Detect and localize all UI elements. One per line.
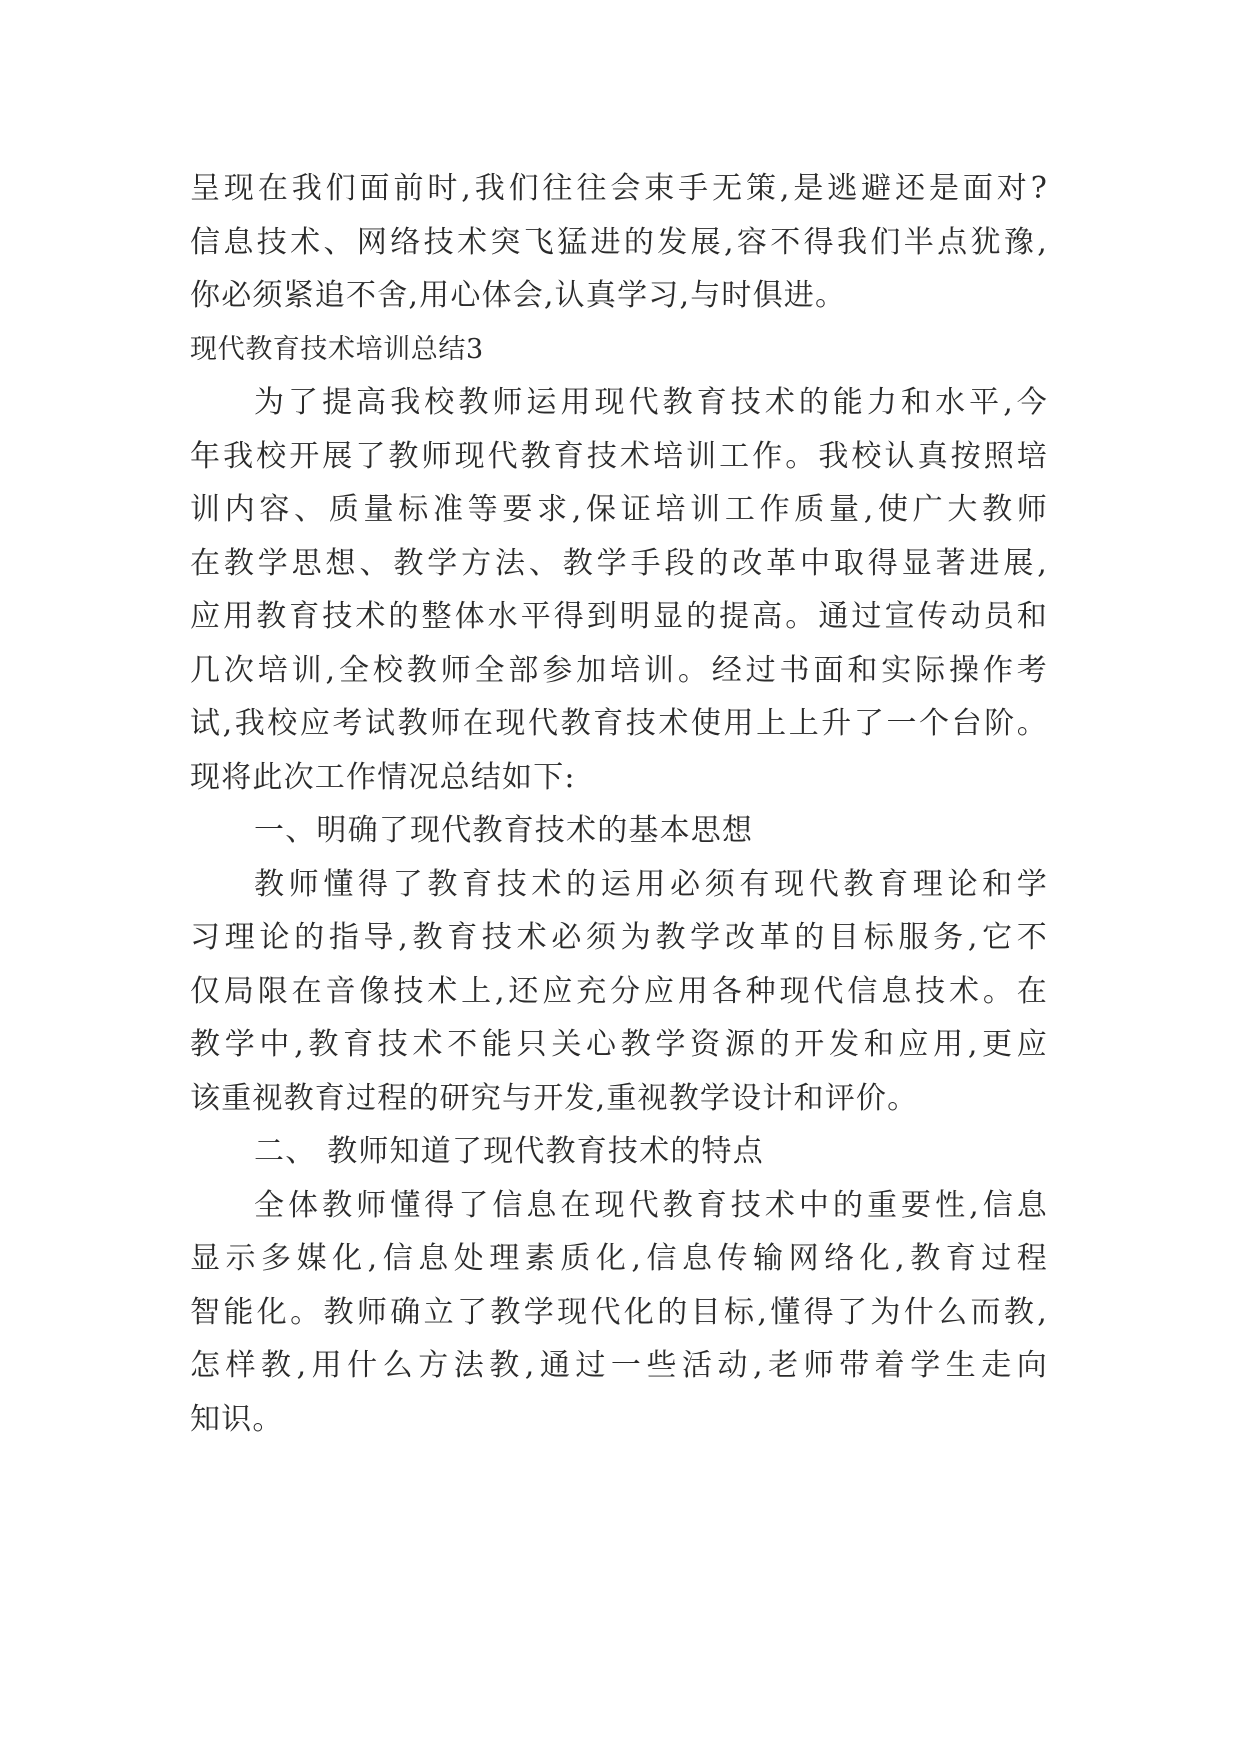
text-line: 智能化。教师确立了教学现代化的目标,懂得了为什么而教, [190,1294,1048,1330]
text-line: 怎样教,用什么方法教,通过一些活动,老师带着学生走向 [190,1348,1048,1383]
paragraph-first-line: 为了提高我校教师运用现代教育技术的能力和水平,今 [254,385,1048,420]
text-line: 在教学思想、教学方法、教学手段的改革中取得显著进展, [190,545,1048,581]
text-line: 显示多媒化,信息处理素质化,信息传输网络化,教育过程 [190,1241,1048,1276]
document-body [190,162,1048,1446]
section-title: 现代教育技术培训总结3 [190,333,484,365]
text-line: 习理论的指导,教育技术必须为教学改革的目标服务,它不 [190,920,1048,955]
text-line: 信息技术、网络技术突飞猛进的发展,容不得我们半点犹豫, [190,224,1048,260]
text-line: 几次培训,全校教师全部参加培训。经过书面和实际操作考 [190,652,1048,688]
text-line: 你必须紧追不舍,用心体会,认真学习,与时俱进。 [190,278,847,313]
text-line: 教学中,教育技术不能只关心教学资源的开发和应用,更应 [190,1027,1048,1062]
section-heading: 一、明确了现代教育技术的基本思想 [254,813,754,848]
section-heading: 二、 教师知道了现代教育技术的特点 [254,1134,764,1169]
paragraph-first-line: 教师懂得了教育技术的运用必须有现代教育理论和学 [254,866,1048,902]
text-line: 应用教育技术的整体水平得到明显的提高。通过宣传动员和 [190,599,1048,634]
text-line: 该重视教育过程的研究与开发,重视教学设计和评价。 [190,1080,919,1116]
text-line: 现将此次工作情况总结如下: [190,759,576,795]
text-line: 训内容、质量标准等要求,保证培训工作质量,使广大教师 [190,492,1048,527]
text-line: 呈现在我们面前时,我们往往会束手无策,是逃避还是面对? [190,171,1048,206]
paragraph-first-line: 全体教师懂得了信息在现代教育技术中的重要性,信息 [254,1187,1048,1223]
text-line: 年我校开展了教师现代教育技术培训工作。我校认真按照培 [190,438,1048,474]
text-line: 仅局限在音像技术上,还应充分应用各种现代信息技术。在 [190,973,1048,1009]
text-line: 知识。 [190,1401,284,1437]
text-line: 试,我校应考试教师在现代教育技术使用上上升了一个台阶。 [190,706,1048,741]
